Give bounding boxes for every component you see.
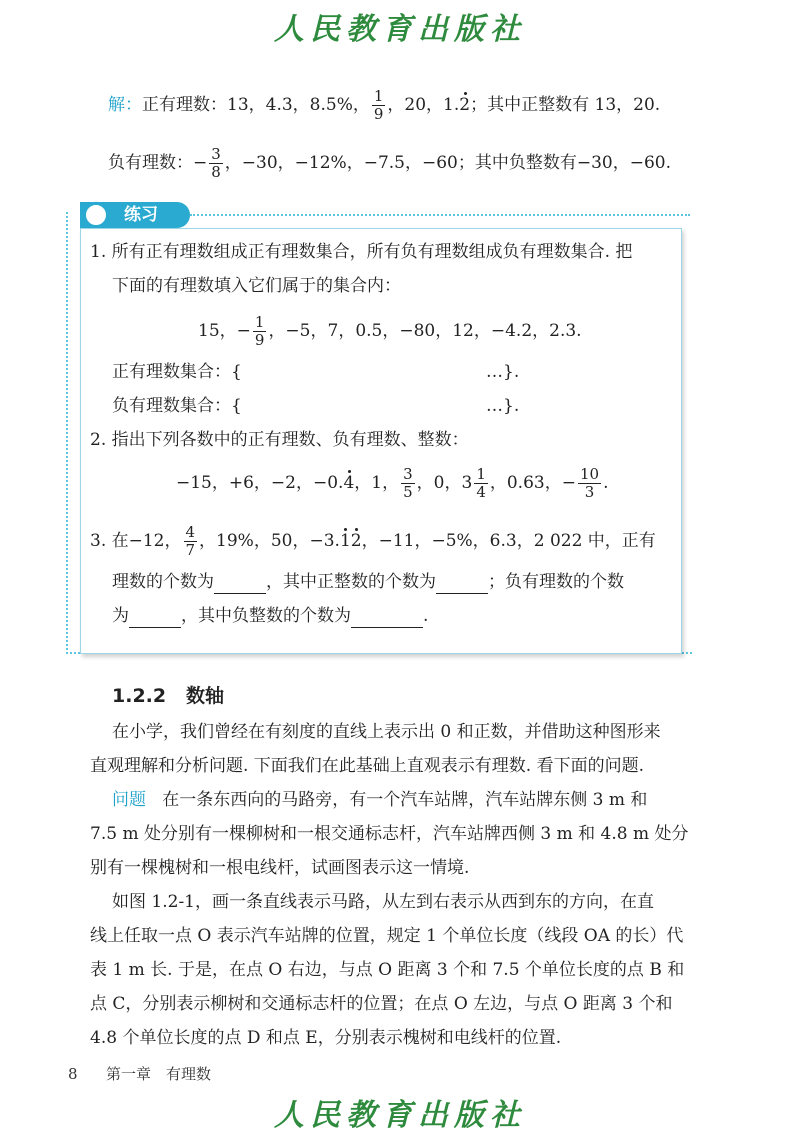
solution-text: ；其中正整数有 13，20. — [470, 95, 661, 115]
paragraph-3-line-4: 点 C，分别表示柳树和交通标志杆的位置；在点 O 左边，与点 O 距离 3 个和 — [90, 994, 673, 1014]
question-text: 理数的个数为 — [112, 572, 214, 592]
section-heading — [112, 684, 224, 708]
exercise-q1-line-2: 下面的有理数填入它们属于的集合内： — [112, 276, 401, 296]
paragraph-1-line-1: 在小学，我们曾经在有刻度的直线上表示出 0 和正数，并借助这种图形来 — [112, 722, 661, 742]
repeating-digit: 4 — [343, 473, 355, 493]
paragraph-3-line-5: 4.8 个单位长度的点 D 和点 E，分别表示槐树和电线杆的位置. — [90, 1028, 562, 1048]
exercise-dotted-top — [190, 214, 690, 216]
repeating-digit: 2 — [459, 95, 471, 115]
number-text: −15，+6，−2，−0. — [176, 473, 344, 493]
fraction: $\frac{3}{8}$ — [211, 145, 221, 181]
exercise-q1-numbers — [198, 314, 582, 349]
paragraph-3-line-2: 线上任取一点 O 表示汽车站牌的位置，规定 1 个单位长度（线段 OA 的长）代 — [90, 926, 684, 946]
exercise-q2-numbers — [176, 466, 608, 501]
solution-label: 解： — [108, 95, 142, 115]
repeating-digit: 1 — [339, 531, 351, 551]
solution-line-1 — [108, 88, 660, 123]
paragraph-3-line-1: 如图 1.2-1，画一条直线表示马路，从左到右表示从西到东的方向，在直 — [112, 892, 654, 912]
answer-blank[interactable] — [351, 609, 423, 628]
number-text: 15，− — [198, 321, 251, 341]
paragraph-2-line-3: 别有一棵槐树和一根电线杆，试画图表示这一情境. — [90, 858, 470, 878]
fraction: $\frac{1}{9}$ — [254, 313, 265, 349]
pencil-icon — [84, 203, 108, 227]
section-title: 数轴 — [185, 685, 224, 707]
answer-blank[interactable] — [436, 575, 488, 594]
exercise-q1-line-1: 1. 所有正有理数组成正有理数集合，所有负有理数组成负有理数集合. 把 — [90, 242, 633, 262]
publisher-logo-footer: 人民教育出版社 — [274, 1098, 526, 1133]
question-text: ；负有理数的个数 — [488, 572, 624, 592]
question-text: 3. 在−12， — [90, 531, 182, 551]
solution-text: ，−30，−12%，−7.5，−60；其中负整数有−30，−60. — [224, 153, 672, 173]
negative-set-label: 负有理数集合：{ — [112, 396, 242, 416]
fraction: $\frac{1}{4}$ — [476, 465, 486, 501]
solution-text: ，20，1. — [387, 95, 460, 115]
question-text: ，−11，−5%，6.3，2 022 中，正有 — [361, 531, 656, 551]
exercise-q2-line-1: 2. 指出下列各数中的正有理数、负有理数、整数： — [90, 430, 469, 450]
exercise-title: 练习 — [80, 202, 190, 228]
number-text: ，0，3 — [416, 473, 473, 493]
exercise-q3-line-1 — [90, 524, 656, 559]
chapter-title: 第一章 有理数 — [106, 1065, 212, 1083]
fraction: $\frac{4}{7}$ — [185, 523, 196, 559]
exercise-q3-line-2 — [112, 570, 624, 594]
exercise-q3-line-3 — [112, 604, 428, 628]
question-text: ，其中正整数的个数为 — [266, 572, 436, 592]
number-text: ，0.63，− — [489, 473, 576, 493]
number-text: ，−5，7，0.5，−80，12，−4.2，2.3. — [268, 321, 582, 341]
question-text: 为 — [112, 606, 129, 626]
positive-set-label: 正有理数集合：{ — [112, 362, 242, 382]
solution-line-2 — [108, 146, 671, 181]
fraction: $\frac{10}{3}$ — [579, 465, 600, 501]
question-text: . — [423, 606, 429, 626]
paragraph-2-line-1 — [112, 788, 647, 812]
paragraph-3-line-3: 表 1 m 长. 于是，在点 O 右边，与点 O 距离 3 个和 7.5 个单位长度的点 B 和 — [90, 960, 685, 980]
positive-set-end: …}. — [486, 362, 520, 382]
negative-set-end: …}. — [486, 396, 520, 416]
repeating-digit: 2 — [350, 531, 362, 551]
paragraph-text: 在一条东西向的马路旁，有一个汽车站牌，汽车站牌东侧 3 m 和 — [162, 790, 648, 810]
fraction: $\frac{3}{5}$ — [403, 465, 413, 501]
number-text: . — [603, 473, 609, 493]
question-text: ，其中负整数的个数为 — [181, 606, 351, 626]
fraction: $\frac{1}{9}$ — [373, 87, 384, 123]
problem-label: 问题 — [112, 790, 146, 810]
number-text: ，1， — [354, 473, 400, 493]
answer-blank[interactable] — [214, 575, 266, 594]
section-number: 1.2.2 — [112, 685, 167, 707]
solution-text: 正有理数：13，4.3，8.5%， — [142, 95, 370, 115]
answer-blank[interactable] — [129, 609, 181, 628]
question-text: ，19%，50，−3. — [199, 531, 340, 551]
page-number: 8 — [68, 1065, 78, 1083]
solution-text: 负有理数：− — [108, 153, 208, 173]
paragraph-1-line-2: 直观理解和分析问题. 下面我们在此基础上直观表示有理数. 看下面的问题. — [90, 756, 645, 776]
publisher-logo-header: 人民教育出版社 — [274, 12, 526, 47]
paragraph-2-line-2: 7.5 m 处分别有一棵柳树和一根交通标志杆，汽车站牌西侧 3 m 和 4.8 m 处分 — [90, 824, 689, 844]
